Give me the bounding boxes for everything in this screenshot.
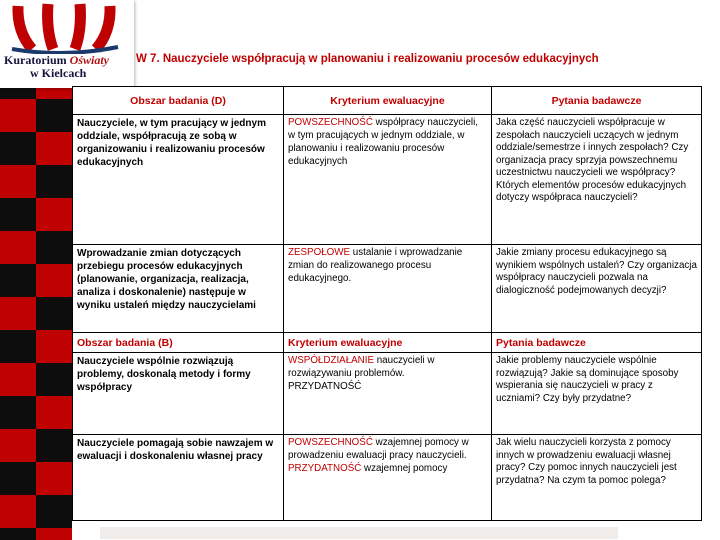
table-row	[73, 115, 702, 245]
cell-kryterium	[284, 115, 492, 245]
kryterium-keyword: POWSZECHNOŚĆ	[288, 437, 373, 448]
cell-obszar: Nauczyciele wspólnie rozwiązują problemy, doskonalą metody i formy współpracy	[73, 353, 284, 435]
kryterium-keyword: WSPÓŁDZIAŁANIE	[288, 355, 375, 366]
kuratorium-emblem-icon	[4, 2, 130, 54]
cell-kryterium	[284, 353, 492, 435]
kryterium-text: nauczycieli w rozwiązywaniu problemów.	[288, 355, 435, 379]
logo-org-word2: Oświaty	[69, 53, 110, 67]
header-cell-pytania: Pytania badawcze	[492, 333, 702, 353]
kryterium-text: współpracy nauczycieli, w tym pracujących w jednym oddziale, w planowaniu i realizowaniu procesów edukacyjnych	[288, 117, 479, 167]
kryterium-text: PRZYDATNOŚĆ	[288, 380, 362, 392]
table-header-b-row	[73, 333, 702, 353]
cell-obszar: Nauczyciele, w tym pracujący w jednym oddziale, współpracują ze sobą w organizowaniu i realizowaniu procesów edukacyjnych	[73, 115, 284, 245]
table-header-d-row	[73, 87, 702, 115]
header-cell-pytania: Pytania badawcze	[492, 87, 702, 115]
cell-obszar: Nauczyciele pomagają sobie nawzajem w ewaluacji i doskonaleniu własnej pracy	[73, 435, 284, 521]
table-row	[73, 353, 702, 435]
evaluation-table	[72, 86, 702, 521]
kryterium-text: ustalanie i wprowadzanie zmian do realizowanego procesu edukacyjnego.	[288, 247, 463, 284]
logo-card	[0, 0, 134, 88]
kryterium-text: wzajemnej pomocy w prowadzeniu ewaluacji pracy nauczycieli.	[288, 437, 469, 461]
header-cell-kryterium: Kryterium ewaluacyjne	[284, 333, 492, 353]
header-cell-obszar-d: Obszar badania (D)	[73, 87, 284, 115]
cell-kryterium	[284, 245, 492, 333]
kryterium-keyword: ZESPOŁOWE	[288, 247, 351, 258]
cell-obszar: Wprowadzanie zmian dotyczących przebiegu procesów edukacyjnych (planowanie, organizacja, realizacja, analiza i doskonalenie) następuje w wyniku ustaleń między nauczycielami	[73, 245, 284, 333]
footer-placeholder-bar	[100, 527, 618, 539]
table-row	[73, 245, 702, 333]
slide-title: W 7. Nauczyciele współpracują w planowaniu i realizowaniu procesów edukacyjnych	[136, 53, 599, 65]
cell-pytania: Jakie zmiany procesu edukacyjnego są wynikiem wspólnych ustaleń? Czy organizacja współpracy nauczycieli pozwala na dialogiczność podejmowanych decyzji?	[492, 245, 702, 333]
logo-city: w Kielcach	[30, 66, 87, 81]
logo-org-word1: Kuratorium	[4, 53, 70, 67]
cell-kryterium	[284, 435, 492, 521]
kryterium-keyword: POWSZECHNOŚĆ	[288, 117, 373, 128]
header-cell-obszar-b: Obszar badania (B)	[73, 333, 284, 353]
cell-pytania: Jakie problemy nauczyciele wspólnie rozwiązują? Jakie są dominujące sposoby wspierania się nauczycieli w pracy z uczniami? Czy były przydatne?	[492, 353, 702, 435]
cell-pytania: Jak wielu nauczycieli korzysta z pomocy innych w prowadzeniu ewaluacji własnej pracy? Czy pomoc innych nauczycieli jest przydatna? Na czym ta pomoc polega?	[492, 435, 702, 521]
header-cell-kryterium: Kryterium ewaluacyjne	[284, 87, 492, 115]
cell-pytania: Jaka część nauczycieli współpracuje w zespołach nauczycieli uczących w jednym oddziale/semestrze i innych zespołach? Czy organizacja pracy sprzyja powszechnemu uczestnictwu nauczycieli we współpracy? Których elementów procesów edukacyjnych dotyczy współpraca nauczycieli?	[492, 115, 702, 245]
kryterium-keyword: PRZYDATNOŚĆ	[288, 462, 362, 474]
kryterium-text: wzajemnej pomocy	[361, 462, 448, 474]
table-row	[73, 435, 702, 521]
